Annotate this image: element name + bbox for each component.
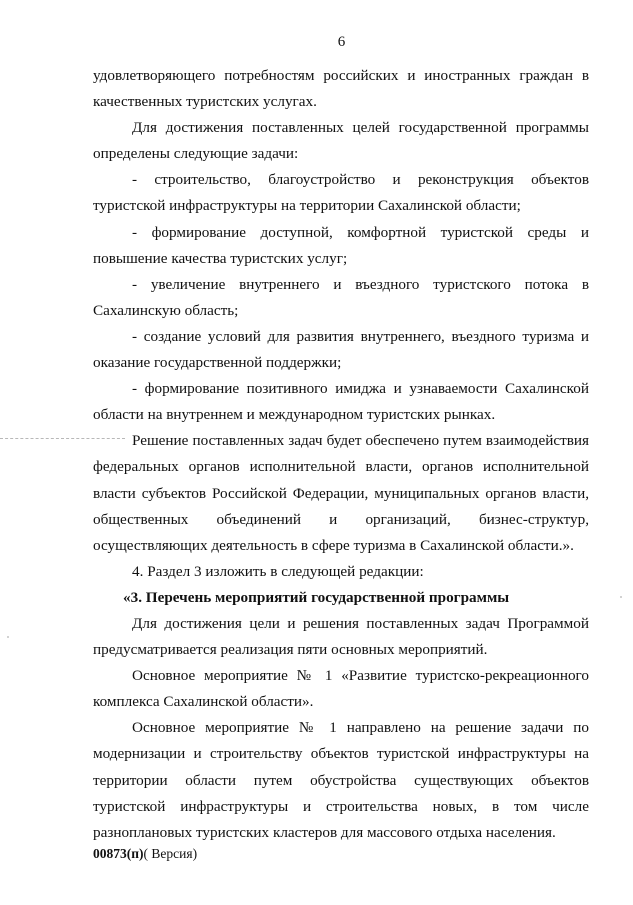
document-version: ( Версия)	[143, 846, 198, 861]
paragraph-goals-intro: Для достижения поставленных целей государственной программы определены следующие задачи:	[93, 119, 589, 163]
page-number: 6	[337, 34, 346, 50]
scan-artifact-line	[0, 438, 125, 441]
document-code: 00873(п)	[93, 846, 144, 861]
paragraph-main-activities: Для достижения цели и решения поставленных задач Программой предусматривается реализация пяти основных мероприятий.	[93, 614, 589, 659]
task-item-image: - формирование позитивного имиджа и узнаваемости Сахалинской области на внутреннем и международном туристских рынках.	[93, 380, 589, 424]
task-item-environment: - формирование доступной, комфортной туристской среды и повышение качества туристских услуг;	[93, 223, 589, 267]
scan-artifact-dot	[7, 636, 9, 638]
document-footer	[93, 846, 197, 862]
document-body	[93, 63, 589, 846]
section-heading: «3. Перечень мероприятий государственной программы	[123, 588, 510, 606]
scan-artifact-dot	[620, 596, 622, 598]
task-item-infrastructure: - строительство, благоустройство и реконструкция объектов туристской инфраструктуры на территории Сахалинской области;	[93, 171, 589, 215]
task-item-support: - создание условий для развития внутреннего, въездного туризма и оказание государственной поддержки;	[93, 327, 589, 372]
paragraph-activity-1-description: Основное мероприятие № 1 направлено на решение задачи по модернизации и строительству объектов туристской инфраструктуры на территории области путем обустройства существующих объектов туристской инфраструктуры и строительства новых, в том числе разноплановых туристских кластеров для массового отдыха населения.	[93, 719, 589, 841]
paragraph-cooperation: Решение поставленных задач будет обеспечено путем взаимодействия федеральных органов исполнительной власти, органов исполнительной власти субъектов Российской Федерации, муниципальных органов власти, общественных объединений и организаций, бизнес-структур, осуществляющих деятельность в сфере туризма в Сахалинской области.».	[93, 432, 589, 554]
paragraph-continuation: удовлетворяющего потребностям российских и иностранных граждан в качественных туристских услугах.	[93, 67, 589, 111]
paragraph-section-amendment: 4. Раздел 3 изложить в следующей редакции:	[132, 562, 424, 580]
task-item-tourist-flow: - увеличение внутреннего и въездного туристского потока в Сахалинскую область;	[93, 275, 589, 319]
paragraph-activity-1-title: Основное мероприятие № 1 «Развитие туристско-рекреационного комплекса Сахалинской области».	[93, 667, 589, 711]
